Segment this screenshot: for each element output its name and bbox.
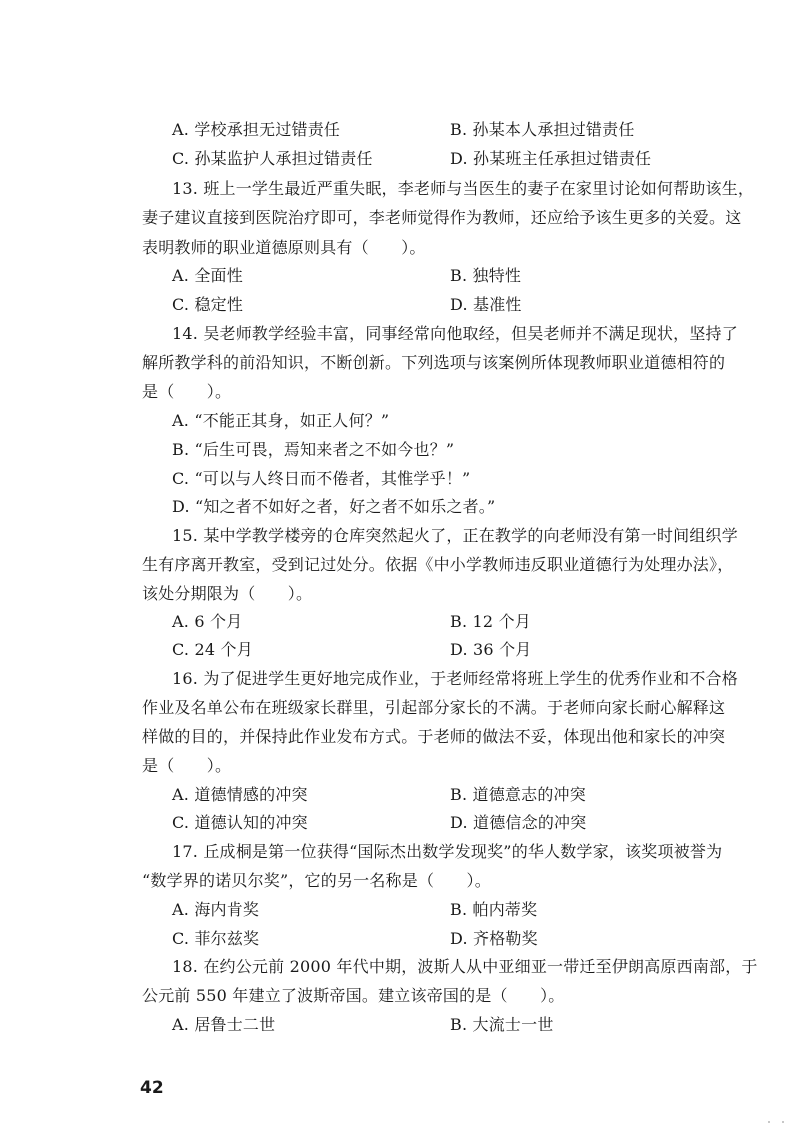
scan-speck (768, 1121, 770, 1123)
q13-stem-line2: 妻子建议直接到医院治疗即可，李老师觉得作为教师，还应给予该生更多的关爱。这 (142, 208, 742, 227)
q16-option-c: C. 道德认知的冲突 (172, 813, 308, 832)
q13-option-a: A. 全面性 (172, 266, 243, 285)
q14-stem-line1: 14. 吴老师教学经验丰富，同事经常向他取经，但吴老师并不满足现状，坚持了 (172, 324, 738, 343)
q18-stem-line2: 公元前 550 年建立了波斯帝国。建立该帝国的是（ ）。 (142, 986, 565, 1005)
q15-option-d: D. 36 个月 (450, 640, 532, 659)
q16-option-b: B. 道德意志的冲突 (450, 785, 586, 804)
q13-stem-line1: 13. 班上一学生最近严重失眠，李老师与当医生的妻子在家里讨论如何帮助该生， (172, 179, 755, 198)
q14-stem-line3: 是（ ）。 (142, 382, 232, 401)
q15-option-a: A. 6 个月 (172, 612, 243, 631)
q12-option-a: A. 学校承担无过错责任 (172, 120, 341, 139)
q17-stem-line1: 17. 丘成桐是第一位获得“国际杰出数学发现奖”的华人数学家，该奖项被誉为 (172, 842, 723, 861)
q13-option-c: C. 稳定性 (172, 295, 244, 314)
q14-option-a: A. “不能正其身，如正人何？” (172, 411, 390, 430)
q17-option-b: B. 帕内蒂奖 (450, 900, 538, 919)
q13-option-b: B. 独特性 (450, 266, 522, 285)
q16-stem-line1: 16. 为了促进学生更好地完成作业，于老师经常将班上学生的优秀作业和不合格 (172, 669, 738, 688)
q18-stem-line1: 18. 在约公元前 2000 年代中期，波斯人从中亚细亚一带迁至伊朗高原西南部，于 (172, 957, 758, 976)
q16-stem-line4: 是（ ）。 (142, 756, 232, 775)
q15-stem-line2: 生有序离开教室，受到记过处分。依据《中小学教师违反职业道德行为处理办法》， (142, 555, 734, 574)
q18-option-a: A. 居鲁士二世 (172, 1015, 276, 1034)
q17-option-c: C. 菲尔兹奖 (172, 929, 260, 948)
q15-option-b: B. 12 个月 (450, 612, 531, 631)
scan-speck (782, 1121, 784, 1123)
page-number: 42 (140, 1078, 164, 1098)
q17-option-d: D. 齐格勒奖 (450, 929, 538, 948)
q12-option-b: B. 孙某本人承担过错责任 (450, 120, 635, 139)
q14-option-c: C. “可以与人终日而不倦者，其惟学乎！” (172, 469, 471, 488)
q14-option-d: D. “知之者不如好之者，好之者不如乐之者。” (172, 497, 496, 516)
q13-option-d: D. 基准性 (450, 295, 522, 314)
q15-stem-line1: 15. 某中学教学楼旁的仓库突然起火了，正在教学的向老师没有第一时间组织学 (172, 526, 738, 545)
q13-stem-line3: 表明教师的职业道德原则具有（ ）。 (142, 238, 426, 257)
q15-option-c: C. 24 个月 (172, 640, 253, 659)
q17-option-a: A. 海内肯奖 (172, 900, 260, 919)
q15-stem-line3: 该处分期限为（ ）。 (142, 584, 313, 603)
q12-option-d: D. 孙某班主任承担过错责任 (450, 149, 652, 168)
q14-stem-line2: 解所教学科的前沿知识，不断创新。下列选项与该案例所体现教师职业道德相符的 (142, 353, 726, 372)
q16-stem-line2: 作业及名单公布在班级家长群里，引起部分家长的不满。于老师向家长耐心解释这 (142, 698, 726, 717)
q12-option-c: C. 孙某监护人承担过错责任 (172, 149, 373, 168)
q14-option-b: B. “后生可畏，焉知来者之不如今也？” (172, 440, 455, 459)
q16-stem-line3: 样做的目的，并保持此作业发布方式。于老师的做法不妥，体现出他和家长的冲突 (142, 727, 726, 746)
q18-option-b: B. 大流士一世 (450, 1015, 554, 1034)
q16-option-d: D. 道德信念的冲突 (450, 813, 587, 832)
q16-option-a: A. 道德情感的冲突 (172, 785, 308, 804)
q17-stem-line2: “数学界的诺贝尔奖”，它的另一名称是（ ）。 (142, 871, 491, 890)
